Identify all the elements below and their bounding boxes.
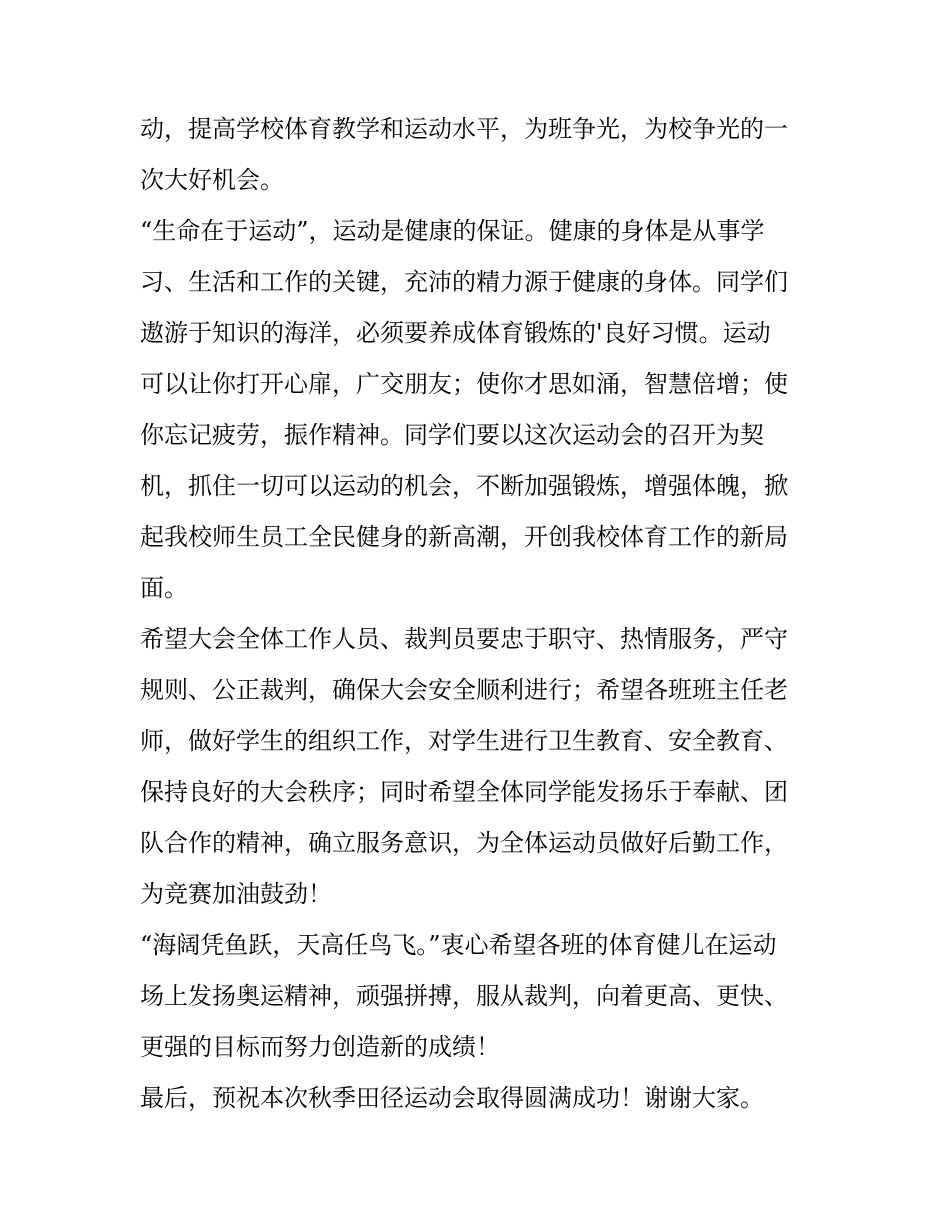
text-line: 规则、公正裁判，确保大会安全顺利进行；希望各班班主任老	[140, 676, 788, 704]
text-line: 场上发扬奥运精神，顽强拼搏，服从裁判，向着更高、更快、	[140, 982, 788, 1010]
text-line: 动，提高学校体育教学和运动水平，为班争光，为校争光的一	[140, 115, 788, 143]
text-line: 为竞赛加油鼓劲！	[140, 880, 332, 908]
text-line: 队合作的精神，确立服务意识，为全体运动员做好后勤工作，	[140, 829, 788, 857]
text-line: 师，做好学生的组织工作，对学生进行卫生教育、安全教育、	[140, 727, 788, 755]
text-line: “生命在于运动”，运动是健康的保证。健康的身体是从事学	[140, 217, 765, 245]
text-line: 保持良好的大会秩序；同时希望全体同学能发扬乐于奉献、团	[140, 778, 788, 806]
text-line: 面。	[140, 574, 188, 602]
text-line: 更强的目标而努力创造新的成绩！	[140, 1033, 500, 1061]
text-line: 机，抓住一切可以运动的机会，不断加强锻炼，增强体魄，掀	[140, 472, 788, 500]
text-line: 希望大会全体工作人员、裁判员要忠于职守、热情服务，严守	[140, 625, 788, 653]
text-line: 遨游于知识的海洋，必须要养成体育锻炼的'良好习惯。运动	[140, 319, 771, 347]
text-line: 可以让你打开心扉，广交朋友；使你才思如涌，智慧倍增；使	[140, 370, 788, 398]
text-line: 你忘记疲劳，振作精神。同学们要以这次运动会的召开为契	[140, 421, 764, 449]
text-line: 习、生活和工作的关键，充沛的精力源于健康的身体。同学们	[140, 268, 788, 296]
text-line: 次大好机会。	[140, 166, 284, 194]
body-text	[140, 104, 820, 1124]
text-line: 起我校师生员工全民健身的新高潮，开创我校体育工作的新局	[140, 523, 788, 551]
text-line: “海阔凭鱼跃，天高任鸟飞。”衷心希望各班的体育健儿在运动	[140, 931, 777, 959]
text-line: 最后，预祝本次秋季田径运动会取得圆满成功！谢谢大家。	[140, 1084, 764, 1112]
